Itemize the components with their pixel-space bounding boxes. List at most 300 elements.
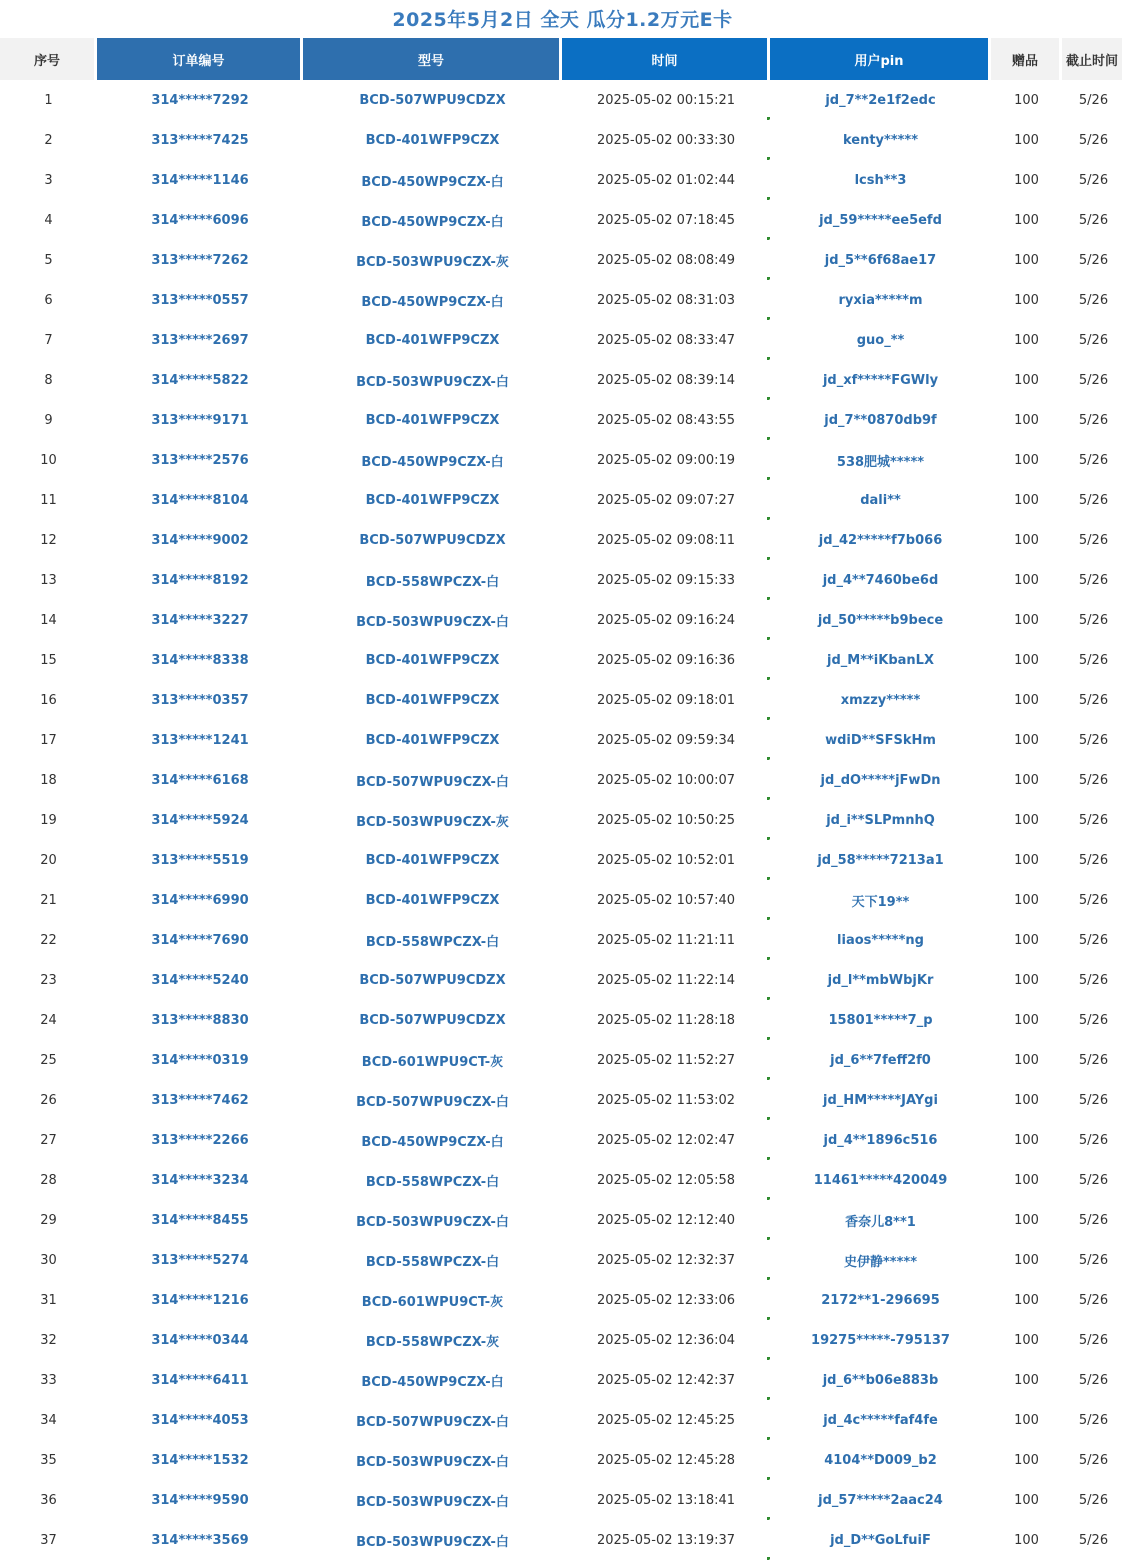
cell-user-pin-text: jd_i**SLPmnhQ: [826, 812, 935, 828]
cell-order-id-text: 313*****1241: [151, 732, 249, 748]
cell-time: [562, 1040, 770, 1080]
cell-gift-text: 100: [1014, 1412, 1039, 1428]
cell-gift-text: 100: [1014, 1212, 1039, 1228]
cell-time-text: 2025-05-02 12:02:47: [596, 1132, 736, 1148]
cell-seq-text: 11: [40, 492, 57, 508]
cell-user-pin: [770, 1200, 991, 1240]
header-seq: 序号: [0, 38, 97, 80]
cell-time: [562, 1280, 770, 1320]
cell-gift-text: 100: [1014, 1452, 1039, 1468]
cell-seq: [0, 1000, 97, 1040]
cell-gift: [991, 800, 1062, 840]
cell-user-pin: [770, 840, 991, 880]
cell-gift: [991, 1120, 1062, 1160]
cell-gift-text: 100: [1014, 812, 1039, 828]
cell-deadline-text: 5/26: [1078, 1132, 1109, 1148]
cell-deadline-text: 5/26: [1078, 92, 1109, 108]
cell-time: [562, 840, 770, 880]
cell-model-text: BCD-503WPU9CZX-白: [356, 1454, 509, 1470]
cell-deadline-text: 5/26: [1078, 652, 1109, 668]
cell-order-id-text: 314*****0344: [151, 1332, 249, 1348]
cell-seq-text: 13: [40, 572, 57, 588]
cell-gift-text: 100: [1014, 1092, 1039, 1108]
cell-gift: [991, 1040, 1062, 1080]
cell-time: [562, 1000, 770, 1040]
cell-seq-text: 16: [40, 692, 57, 708]
cell-order-id-text: 314*****7690: [151, 932, 249, 948]
cell-model-text: BCD-558WPCZX-白: [365, 934, 500, 950]
cell-gift: [991, 840, 1062, 880]
cell-gift: [991, 1080, 1062, 1120]
cell-gift: [991, 120, 1062, 160]
cell-time: [562, 320, 770, 360]
cell-user-pin-text: jd_dO*****jFwDn: [820, 772, 941, 788]
cell-time-text: 2025-05-02 08:31:03: [596, 292, 736, 308]
cell-order-id-text: 314*****1146: [151, 172, 249, 188]
cell-gift: [991, 960, 1062, 1000]
cell-seq-text: 3: [44, 172, 53, 188]
cell-time: [562, 560, 770, 600]
cell-model-text: BCD-507WPU9CZX-白: [356, 1094, 509, 1110]
cell-model-text: BCD-558WPCZX-灰: [365, 1334, 500, 1350]
cell-model-text: BCD-601WPU9CT-灰: [361, 1294, 504, 1310]
cell-deadline: [1062, 280, 1125, 320]
cell-user-pin-text: 香奈儿8**1: [845, 1214, 916, 1230]
cell-seq: [0, 720, 97, 760]
orders-table: [0, 38, 1125, 1560]
cell-model-text: BCD-401WFP9CZX: [365, 652, 500, 668]
table-row: [0, 280, 1125, 320]
table-row: [0, 240, 1125, 280]
table-row: [0, 720, 1125, 760]
cell-gift: [991, 1520, 1062, 1560]
cell-model-text: BCD-507WPU9CDZX: [359, 92, 506, 108]
cell-seq: [0, 80, 97, 120]
cell-time: [562, 920, 770, 960]
cell-gift: [991, 1280, 1062, 1320]
cell-order-id-text: 313*****2697: [151, 332, 249, 348]
cell-user-pin-text: jd_42*****f7b066: [818, 532, 943, 548]
cell-gift: [991, 880, 1062, 920]
page-title: 2025年5月2日 全天 瓜分1.2万元E卡: [392, 9, 733, 31]
cell-seq-text: 35: [40, 1452, 57, 1468]
cell-model-text: BCD-503WPU9CZX-白: [356, 1494, 509, 1510]
cell-user-pin-text: jd_7**0870db9f: [824, 412, 937, 428]
cell-model: [303, 80, 562, 120]
table-row: [0, 640, 1125, 680]
cell-order-id-text: 314*****4053: [151, 1412, 249, 1428]
cell-user-pin: [770, 680, 991, 720]
cell-order-id-text: 314*****3234: [151, 1172, 249, 1188]
cell-gift-text: 100: [1014, 132, 1039, 148]
cell-time-text: 2025-05-02 11:22:14: [596, 972, 736, 988]
cell-seq-text: 8: [44, 372, 53, 388]
cell-order-id-text: 314*****5822: [151, 372, 249, 388]
cell-time-text: 2025-05-02 11:21:11: [596, 932, 736, 948]
cell-user-pin-text: guo_**: [856, 332, 905, 348]
cell-model-text: BCD-503WPU9CZX-白: [356, 374, 509, 390]
cell-time: [562, 960, 770, 1000]
cell-seq-text: 28: [40, 1172, 57, 1188]
cell-user-pin-text: 19275*****-795137: [811, 1332, 950, 1348]
cell-model-text: BCD-450WP9CZX-白: [361, 454, 504, 470]
cell-order-id-text: 313*****5519: [151, 852, 249, 868]
cell-time-text: 2025-05-02 11:53:02: [596, 1092, 736, 1108]
cell-seq-text: 22: [40, 932, 57, 948]
cell-gift: [991, 1240, 1062, 1280]
cell-user-pin: [770, 880, 991, 920]
cell-user-pin: [770, 920, 991, 960]
cell-seq: [0, 1280, 97, 1320]
cell-gift-text: 100: [1014, 292, 1039, 308]
cell-time-text: 2025-05-02 12:42:37: [596, 1372, 736, 1388]
cell-deadline: [1062, 1520, 1125, 1560]
cell-time: [562, 1440, 770, 1480]
cell-time: [562, 1160, 770, 1200]
cell-seq: [0, 320, 97, 360]
cell-gift-text: 100: [1014, 1332, 1039, 1348]
cell-seq-text: 15: [40, 652, 57, 668]
table-row: [0, 960, 1125, 1000]
cell-model: [303, 400, 562, 440]
cell-seq-text: 20: [40, 852, 57, 868]
cell-seq: [0, 880, 97, 920]
cell-gift-text: 100: [1014, 1252, 1039, 1268]
cell-seq-text: 17: [40, 732, 57, 748]
cell-deadline-text: 5/26: [1078, 292, 1109, 308]
cell-order-id: [97, 1480, 303, 1520]
table-row: [0, 160, 1125, 200]
cell-gift-text: 100: [1014, 612, 1039, 628]
cell-seq: [0, 920, 97, 960]
cell-deadline-text: 5/26: [1078, 932, 1109, 948]
cell-deadline-text: 5/26: [1078, 172, 1109, 188]
cell-model-text: BCD-507WPU9CZX-白: [356, 774, 509, 790]
cell-deadline-text: 5/26: [1078, 332, 1109, 348]
cell-seq-text: 27: [40, 1132, 57, 1148]
cell-time: [562, 880, 770, 920]
cell-model: [303, 1080, 562, 1120]
cell-model: [303, 280, 562, 320]
cell-order-id: [97, 320, 303, 360]
cell-user-pin-text: liaos*****ng: [837, 932, 924, 948]
cell-model: [303, 560, 562, 600]
table-row: [0, 1280, 1125, 1320]
cell-gift: [991, 640, 1062, 680]
cell-time: [562, 1520, 770, 1560]
cell-user-pin: [770, 640, 991, 680]
cell-deadline: [1062, 1280, 1125, 1320]
cell-deadline: [1062, 440, 1125, 480]
cell-seq-text: 31: [40, 1292, 57, 1308]
cell-seq-text: 14: [40, 612, 57, 628]
cell-order-id: [97, 1240, 303, 1280]
cell-gift-text: 100: [1014, 412, 1039, 428]
cell-user-pin-text: 2172**1-296695: [821, 1292, 940, 1308]
cell-model: [303, 1480, 562, 1520]
cell-time: [562, 480, 770, 520]
cell-user-pin-text: lcsh**3: [854, 172, 907, 188]
cell-deadline-text: 5/26: [1078, 532, 1109, 548]
cell-model-text: BCD-401WFP9CZX: [365, 132, 500, 148]
cell-deadline-text: 5/26: [1078, 252, 1109, 268]
cell-time-text: 2025-05-02 09:59:34: [596, 732, 736, 748]
cell-time: [562, 200, 770, 240]
cell-order-id: [97, 1000, 303, 1040]
cell-gift-text: 100: [1014, 1012, 1039, 1028]
cell-gift: [991, 520, 1062, 560]
cell-time-text: 2025-05-02 09:07:27: [596, 492, 736, 508]
cell-order-id-text: 314*****6168: [151, 772, 249, 788]
cell-order-id: [97, 1360, 303, 1400]
cell-user-pin: [770, 760, 991, 800]
cell-seq-text: 26: [40, 1092, 57, 1108]
cell-user-pin: [770, 1080, 991, 1120]
cell-order-id-text: 314*****6411: [151, 1372, 249, 1388]
cell-order-id-text: 314*****8192: [151, 572, 249, 588]
cell-model-text: BCD-507WPU9CDZX: [359, 1012, 506, 1028]
cell-gift-text: 100: [1014, 972, 1039, 988]
cell-time-text: 2025-05-02 10:52:01: [596, 852, 736, 868]
cell-user-pin: [770, 440, 991, 480]
cell-user-pin: [770, 960, 991, 1000]
cell-seq-text: 32: [40, 1332, 57, 1348]
cell-order-id: [97, 1200, 303, 1240]
table-row: [0, 480, 1125, 520]
cell-user-pin-text: jd_l**mbWbjKr: [827, 972, 934, 988]
cell-deadline: [1062, 1360, 1125, 1400]
cell-order-id-text: 313*****7262: [151, 252, 249, 268]
cell-gift-text: 100: [1014, 1132, 1039, 1148]
cell-user-pin-text: xmzzy*****: [840, 692, 921, 708]
cell-model: [303, 1000, 562, 1040]
cell-user-pin: [770, 480, 991, 520]
cell-seq: [0, 1440, 97, 1480]
cell-model: [303, 440, 562, 480]
header-user-pin: 用户pin: [770, 38, 991, 80]
cell-order-id: [97, 480, 303, 520]
cell-model: [303, 1120, 562, 1160]
cell-time-text: 2025-05-02 12:36:04: [596, 1332, 736, 1348]
cell-deadline-text: 5/26: [1078, 1052, 1109, 1068]
cell-gift-text: 100: [1014, 732, 1039, 748]
cell-gift: [991, 680, 1062, 720]
table-body: [0, 80, 1125, 1560]
cell-order-id-text: 314*****1216: [151, 1292, 249, 1308]
cell-seq-text: 24: [40, 1012, 57, 1028]
cell-order-id-text: 313*****8830: [151, 1012, 249, 1028]
cell-user-pin-text: jd_59*****ee5efd: [819, 212, 942, 228]
cell-gift-text: 100: [1014, 892, 1039, 908]
cell-gift: [991, 280, 1062, 320]
cell-model-text: BCD-401WFP9CZX: [365, 692, 500, 708]
cell-gift: [991, 760, 1062, 800]
cell-order-id: [97, 680, 303, 720]
cell-user-pin-text: jd_57*****2aac24: [818, 1492, 943, 1508]
cell-order-id: [97, 560, 303, 600]
cell-deadline-text: 5/26: [1078, 732, 1109, 748]
cell-gift-text: 100: [1014, 1172, 1039, 1188]
table-row: [0, 1040, 1125, 1080]
cell-model: [303, 360, 562, 400]
cell-seq: [0, 840, 97, 880]
table-row: [0, 320, 1125, 360]
cell-seq: [0, 280, 97, 320]
cell-user-pin: [770, 1160, 991, 1200]
cell-gift-text: 100: [1014, 852, 1039, 868]
cell-order-id-text: 313*****0357: [151, 692, 249, 708]
table-row: [0, 560, 1125, 600]
cell-seq: [0, 1200, 97, 1240]
cell-gift-text: 100: [1014, 1052, 1039, 1068]
cell-user-pin-text: 史伊静*****: [844, 1254, 917, 1270]
cell-time-text: 2025-05-02 00:15:21: [596, 92, 736, 108]
cell-order-id: [97, 280, 303, 320]
cell-seq: [0, 1080, 97, 1120]
cell-order-id: [97, 960, 303, 1000]
cell-order-id: [97, 720, 303, 760]
cell-user-pin-text: dali**: [860, 492, 901, 508]
cell-time: [562, 1480, 770, 1520]
cell-deadline: [1062, 840, 1125, 880]
cell-seq: [0, 240, 97, 280]
cell-time-text: 2025-05-02 10:57:40: [596, 892, 736, 908]
cell-seq: [0, 1480, 97, 1520]
table-row: [0, 1440, 1125, 1480]
cell-model: [303, 240, 562, 280]
cell-user-pin-text: 11461*****420049: [813, 1172, 948, 1188]
table-row: [0, 920, 1125, 960]
cell-deadline: [1062, 1240, 1125, 1280]
header-time: 时间: [562, 38, 770, 80]
cell-gift: [991, 600, 1062, 640]
cell-model: [303, 1320, 562, 1360]
cell-time-text: 2025-05-02 09:16:24: [596, 612, 736, 628]
cell-seq: [0, 200, 97, 240]
cell-deadline: [1062, 360, 1125, 400]
cell-order-id-text: 313*****7462: [151, 1092, 249, 1108]
cell-seq-text: 5: [44, 252, 53, 268]
cell-model: [303, 920, 562, 960]
cell-gift-text: 100: [1014, 652, 1039, 668]
cell-deadline: [1062, 240, 1125, 280]
cell-user-pin: [770, 280, 991, 320]
cell-time: [562, 1080, 770, 1120]
table-row: [0, 1120, 1125, 1160]
cell-user-pin: [770, 800, 991, 840]
cell-seq-text: 2: [44, 132, 53, 148]
cell-seq: [0, 1520, 97, 1560]
cell-seq: [0, 680, 97, 720]
cell-deadline-text: 5/26: [1078, 452, 1109, 468]
table-row: [0, 360, 1125, 400]
cell-deadline: [1062, 1200, 1125, 1240]
cell-seq-text: 7: [44, 332, 53, 348]
cell-seq-text: 29: [40, 1212, 57, 1228]
cell-time: [562, 720, 770, 760]
cell-time: [562, 680, 770, 720]
cell-model: [303, 1440, 562, 1480]
cell-user-pin: [770, 200, 991, 240]
cell-seq: [0, 1320, 97, 1360]
table-row: [0, 840, 1125, 880]
cell-order-id-text: 314*****8455: [151, 1212, 249, 1228]
cell-gift-text: 100: [1014, 772, 1039, 788]
cell-deadline: [1062, 1480, 1125, 1520]
cell-order-id-text: 313*****5274: [151, 1252, 249, 1268]
cell-seq-text: 9: [44, 412, 53, 428]
cell-time-text: 2025-05-02 13:19:37: [596, 1532, 736, 1548]
cell-deadline: [1062, 120, 1125, 160]
cell-gift: [991, 1200, 1062, 1240]
cell-seq-text: 34: [40, 1412, 57, 1428]
cell-order-id: [97, 240, 303, 280]
cell-gift: [991, 1000, 1062, 1040]
cell-order-id-text: 313*****9171: [151, 412, 249, 428]
cell-seq-text: 4: [44, 212, 53, 228]
cell-gift-text: 100: [1014, 172, 1039, 188]
cell-user-pin-text: kenty*****: [842, 132, 919, 148]
cell-model-text: BCD-507WPU9CDZX: [359, 532, 506, 548]
cell-model: [303, 1200, 562, 1240]
cell-seq-text: 25: [40, 1052, 57, 1068]
cell-deadline: [1062, 320, 1125, 360]
table-row: [0, 120, 1125, 160]
cell-model-text: BCD-503WPU9CZX-白: [356, 1534, 509, 1550]
cell-seq-text: 10: [40, 452, 57, 468]
cell-deadline: [1062, 640, 1125, 680]
cell-deadline-text: 5/26: [1078, 1372, 1109, 1388]
cell-gift: [991, 920, 1062, 960]
cell-order-id: [97, 400, 303, 440]
cell-model-text: BCD-401WFP9CZX: [365, 892, 500, 908]
cell-order-id: [97, 1320, 303, 1360]
table-row: [0, 1520, 1125, 1560]
cell-time-text: 2025-05-02 12:32:37: [596, 1252, 736, 1268]
cell-order-id: [97, 520, 303, 560]
cell-seq-text: 1: [44, 92, 53, 108]
cell-model: [303, 680, 562, 720]
cell-model-text: BCD-558WPCZX-白: [365, 1254, 500, 1270]
cell-user-pin: [770, 1240, 991, 1280]
table-row: [0, 80, 1125, 120]
table-row: [0, 1080, 1125, 1120]
cell-time-text: 2025-05-02 07:18:45: [596, 212, 736, 228]
cell-seq: [0, 360, 97, 400]
cell-time-text: 2025-05-02 01:02:44: [596, 172, 736, 188]
cell-seq-text: 18: [40, 772, 57, 788]
cell-seq: [0, 1120, 97, 1160]
cell-time: [562, 1120, 770, 1160]
cell-user-pin: [770, 1040, 991, 1080]
cell-order-id: [97, 1080, 303, 1120]
cell-gift-text: 100: [1014, 1372, 1039, 1388]
cell-time: [562, 1320, 770, 1360]
cell-model: [303, 880, 562, 920]
cell-time-text: 2025-05-02 09:00:19: [596, 452, 736, 468]
cell-user-pin-text: jd_50*****b9bece: [817, 612, 944, 628]
cell-deadline: [1062, 1040, 1125, 1080]
cell-order-id: [97, 1400, 303, 1440]
cell-order-id-text: 314*****9590: [151, 1492, 249, 1508]
cell-deadline: [1062, 80, 1125, 120]
cell-order-id: [97, 1280, 303, 1320]
cell-user-pin: [770, 1120, 991, 1160]
cell-order-id-text: 314*****0319: [151, 1052, 249, 1068]
cell-model: [303, 1040, 562, 1080]
header-model: 型号: [303, 38, 562, 80]
cell-gift: [991, 240, 1062, 280]
